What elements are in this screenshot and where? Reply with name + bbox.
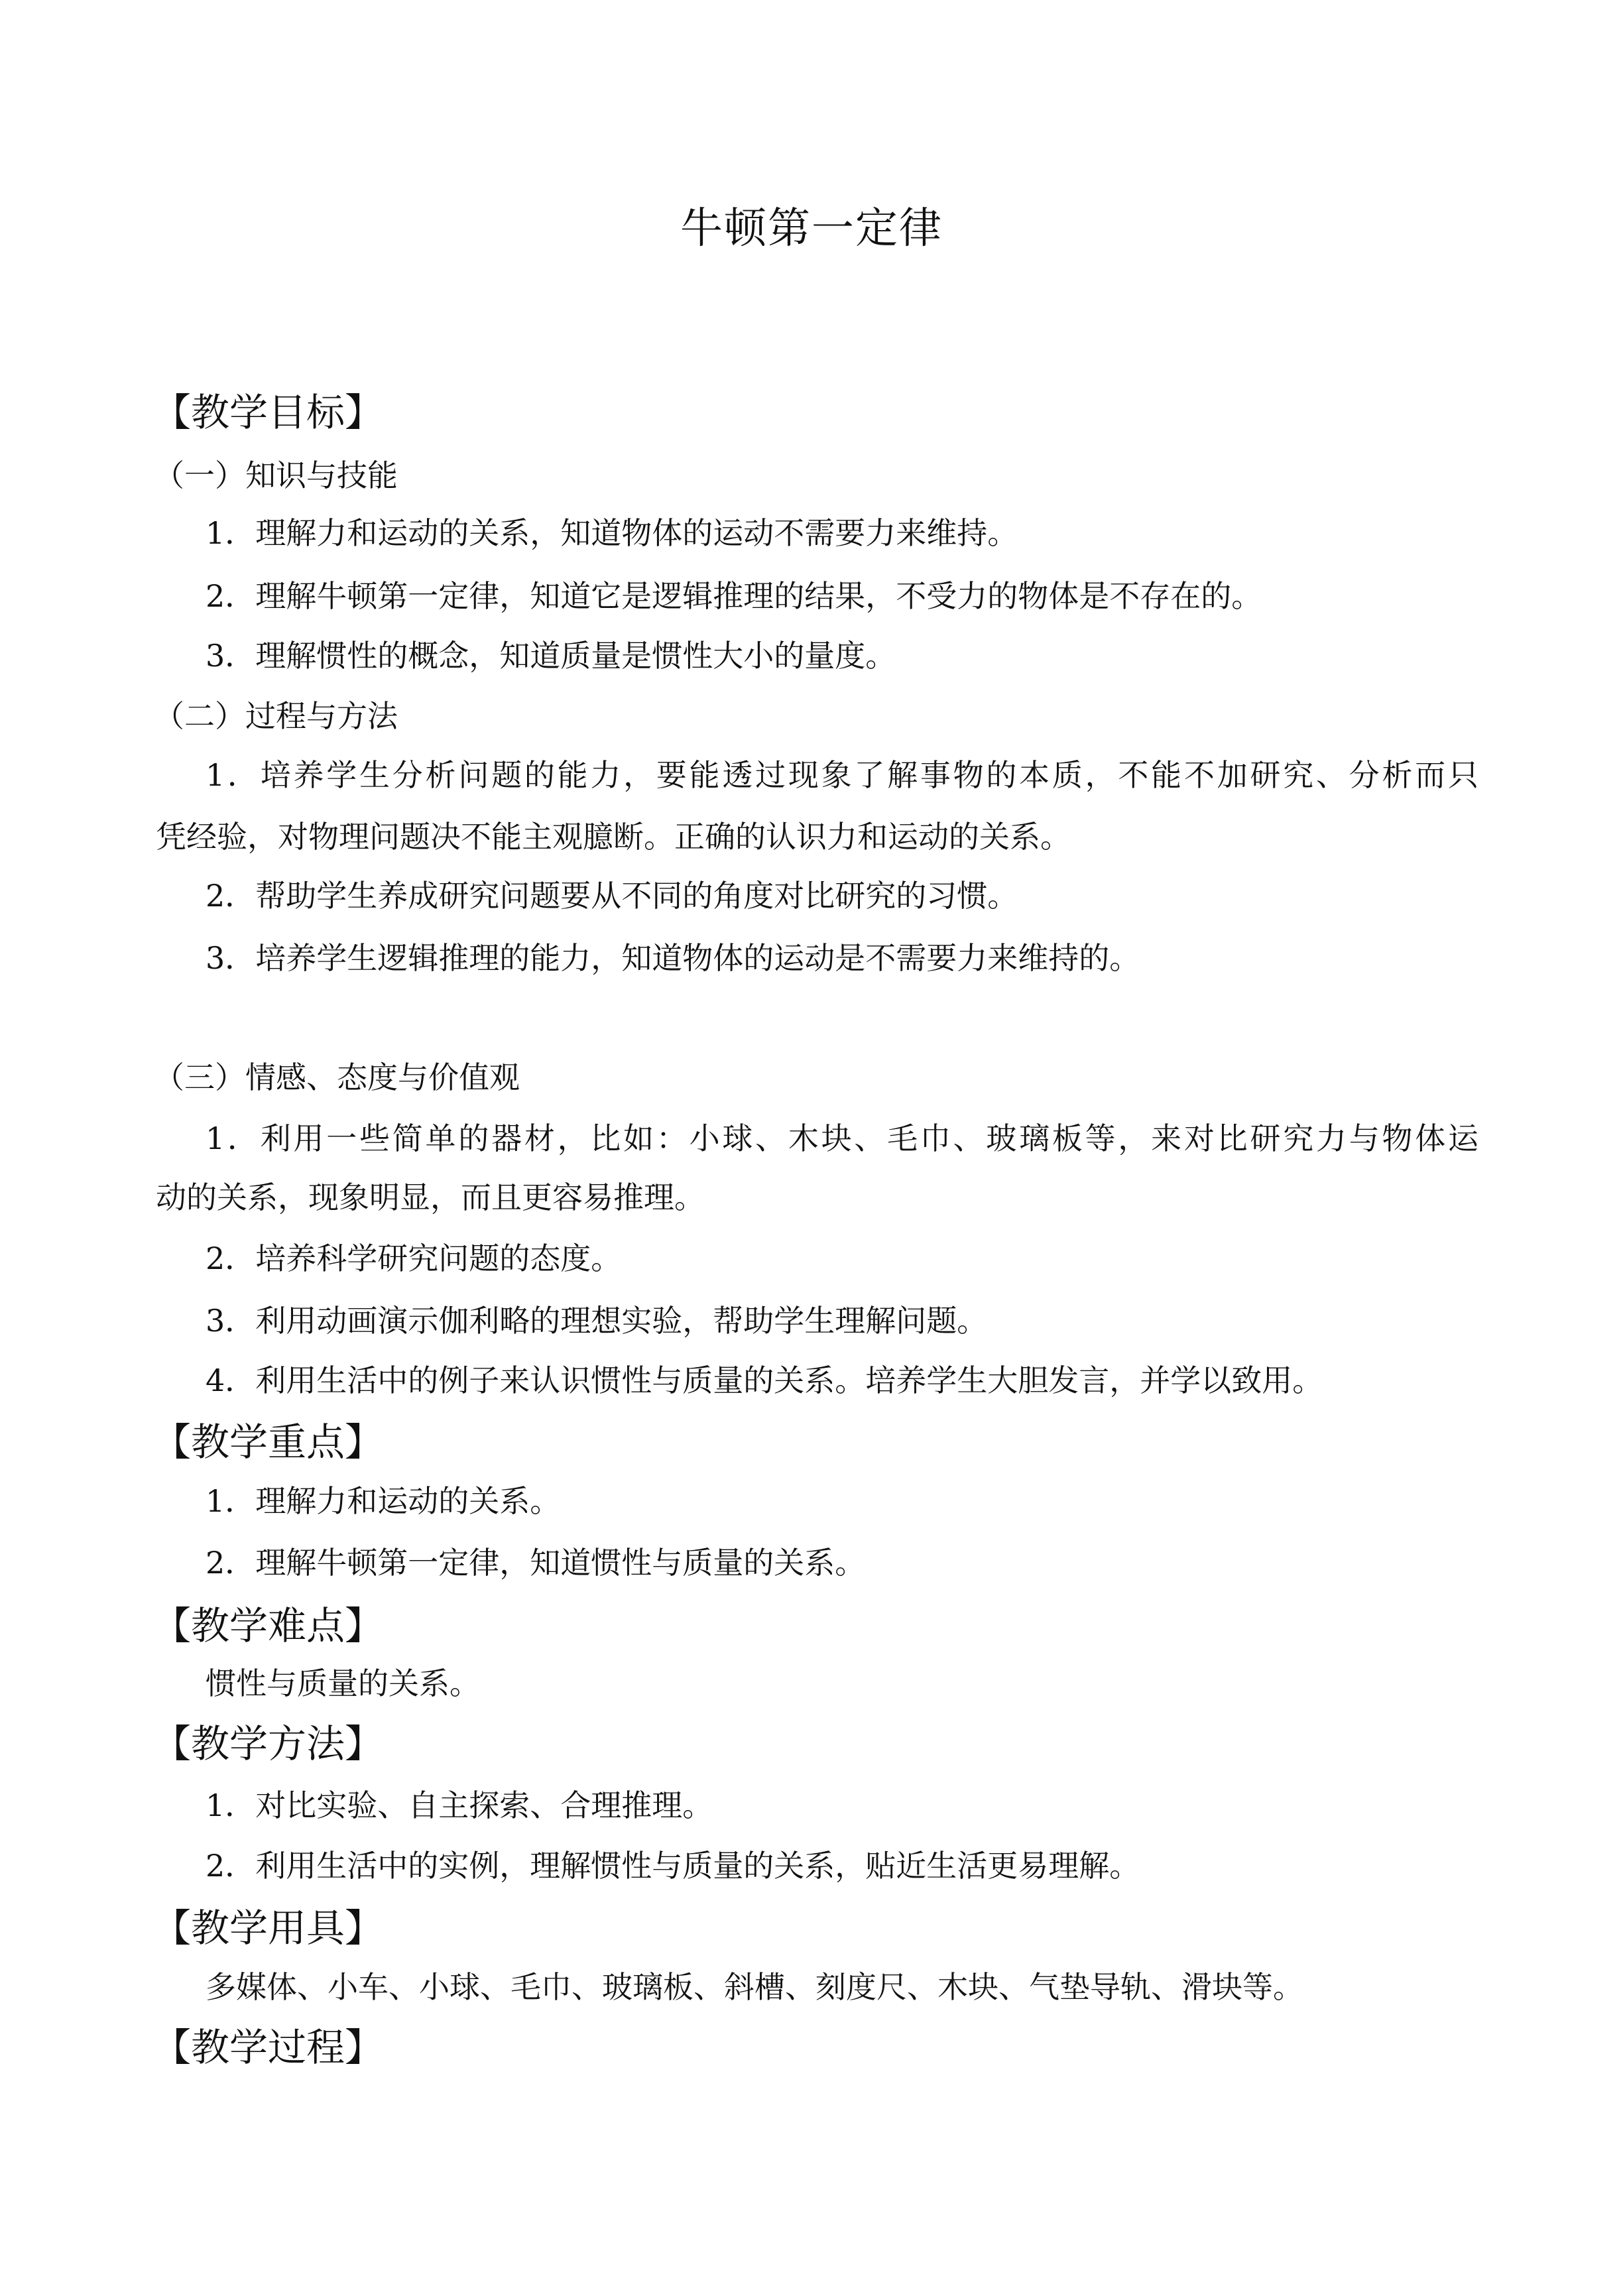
list-item: 1．利用一些简单的器材，比如：小球、木块、毛巾、玻璃板等，来对比研究力与物体运 [206, 1120, 1478, 1156]
heading-methods: 【教学方法】 [152, 1721, 384, 1766]
page-title: 牛顿第一定律 [680, 204, 943, 253]
subheading-emotion-values: （三）情感、态度与价值观 [154, 1059, 520, 1095]
subheading-process-method: （二）过程与方法 [154, 698, 398, 734]
list-item: 2．理解牛顿第一定律，知道它是逻辑推理的结果，不受力的物体是不存在的。 [206, 578, 1262, 614]
heading-teaching-goals: 【教学目标】 [152, 390, 384, 435]
list-item-continuation: 凭经验，对物理问题决不能主观臆断。正确的认识力和运动的关系。 [156, 819, 1071, 855]
list-item: 2．帮助学生养成研究问题要从不同的角度对比研究的习惯。 [206, 878, 1018, 914]
heading-teaching-process: 【教学过程】 [152, 2025, 384, 2070]
list-item: 1．理解力和运动的关系。 [206, 1483, 561, 1519]
list-item: 4．利用生活中的例子来认识惯性与质量的关系。培养学生大胆发言，并学以致用。 [206, 1362, 1323, 1398]
list-item: 2．理解牛顿第一定律，知道惯性与质量的关系。 [206, 1545, 866, 1581]
list-item: 3．理解惯性的概念，知道质量是惯性大小的量度。 [206, 638, 896, 674]
list-item: 2．利用生活中的实例，理解惯性与质量的关系，贴近生活更易理解。 [206, 1848, 1140, 1884]
heading-tools: 【教学用具】 [152, 1905, 384, 1951]
list-item: 1．理解力和运动的关系，知道物体的运动不需要力来维持。 [206, 515, 1018, 551]
list-item-continuation: 动的关系，现象明显，而且更容易推理。 [156, 1179, 705, 1215]
list-item: 2．培养科学研究问题的态度。 [206, 1240, 622, 1276]
list-item: 3．培养学生逻辑推理的能力，知道物体的运动是不需要力来维持的。 [206, 940, 1140, 976]
difficulty-text: 惯性与质量的关系。 [206, 1665, 480, 1701]
list-item: 3．利用动画演示伽利略的理想实验，帮助学生理解问题。 [206, 1303, 988, 1339]
tools-text: 多媒体、小车、小球、毛巾、玻璃板、斜槽、刻度尺、木块、气垫导轨、滑块等。 [206, 1969, 1303, 2005]
subheading-knowledge-skills: （一）知识与技能 [154, 457, 398, 493]
list-item: 1．培养学生分析问题的能力，要能透过现象了解事物的本质，不能不加研究、分析而只 [206, 757, 1478, 793]
heading-difficulty: 【教学难点】 [152, 1603, 384, 1648]
list-item: 1．对比实验、自主探索、合理推理。 [206, 1787, 713, 1823]
heading-key-points: 【教学重点】 [152, 1420, 384, 1465]
